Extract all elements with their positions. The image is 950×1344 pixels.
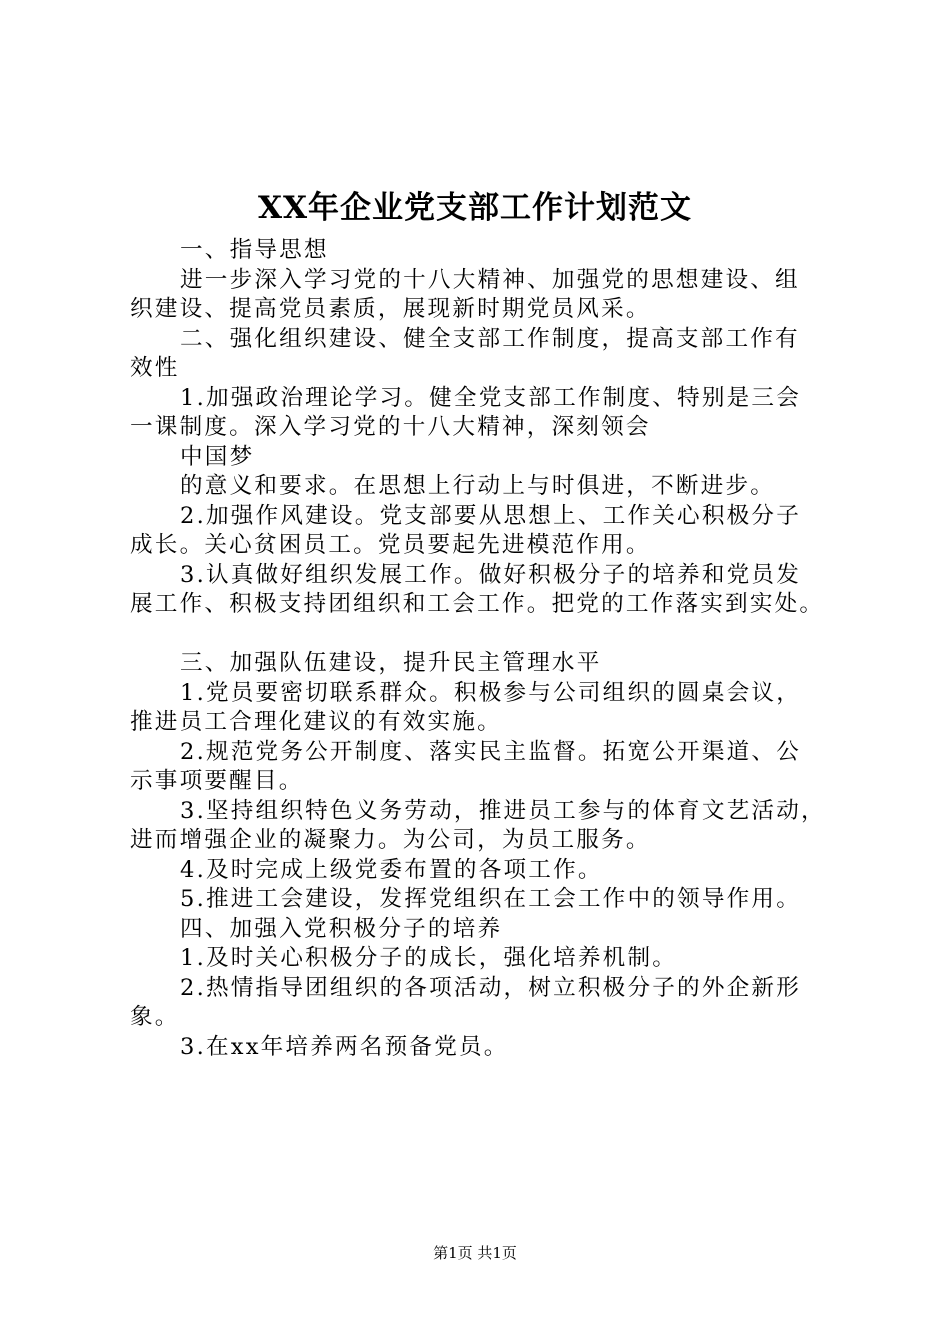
page-footer: 第1页 共1页 <box>433 1244 517 1262</box>
paragraph-line: 的意义和要求。在思想上行动上与时俱进，不断进步。 <box>180 473 776 499</box>
document-title: XX年企业党支部工作计划范文 <box>257 190 693 226</box>
paragraph-line: 进一步深入学习党的十八大精神、加强党的思想建设、组 <box>180 266 800 293</box>
paragraph-line: 一课制度。深入学习党的十八大精神，深刻领会 <box>130 414 651 440</box>
section-heading-2: 二、强化组织建设、健全支部工作制度，提高支部工作有 <box>180 325 800 352</box>
section-heading-1: 一、指导思想 <box>180 237 329 263</box>
paragraph-line: 示事项要醒目。 <box>130 768 304 794</box>
list-item-line: 4.及时完成上级党委布置的各项工作。 <box>180 856 603 883</box>
list-item-line: 3.认真做好组织发展工作。做好积极分子的培养和党员发 <box>180 561 802 588</box>
paragraph-line: 中国梦 <box>180 443 255 470</box>
blank-line <box>130 620 830 650</box>
list-item-line: 1.及时关心积极分子的成长，强化培养机制。 <box>180 945 678 971</box>
list-item-line: 2.热情指导团组织的各项活动，树立积极分子的外企新形 <box>180 974 802 1001</box>
list-item-line: 1.加强政治理论学习。健全党支部工作制度、特别是三会 <box>180 384 802 411</box>
paragraph-line: 成长。关心贫困员工。党员要起先进模范作用。 <box>130 532 651 558</box>
list-item-line: 2.规范党务公开制度、落实民主监督。拓宽公开渠道、公 <box>180 738 802 765</box>
section-heading-4: 四、加强入党积极分子的培养 <box>180 915 503 942</box>
list-item-line: 2.加强作风建设。党支部要从思想上、工作关心积极分子 <box>180 502 802 529</box>
list-item-line: 3.坚持组织特色义务劳动，推进员工参与的体育文艺活动， <box>180 797 826 824</box>
paragraph-line: 推进员工合理化建议的有效实施。 <box>130 709 502 735</box>
list-item-line: 3.在xx年培养两名预备党员。 <box>180 1033 509 1060</box>
list-item-line: 1.党员要密切联系群众。积极参与公司组织的圆桌会议， <box>180 679 802 706</box>
paragraph-line: 进而增强企业的凝聚力。为公司，为员工服务。 <box>130 827 651 853</box>
section-heading-3: 三、加强队伍建设，提升民主管理水平 <box>180 650 602 676</box>
paragraph-line: 织建设、提高党员素质，展现新时期党员风采。 <box>130 296 651 322</box>
paragraph-line: 效性 <box>130 355 180 381</box>
paragraph-line: 象。 <box>130 1004 180 1030</box>
document-body <box>130 236 830 1062</box>
paragraph-line: 展工作、积极支持团组织和工会工作。把党的工作落实到实处。 <box>130 591 825 617</box>
list-item-line: 5.推进工会建设，发挥党组织在工会工作中的领导作用。 <box>180 886 802 912</box>
